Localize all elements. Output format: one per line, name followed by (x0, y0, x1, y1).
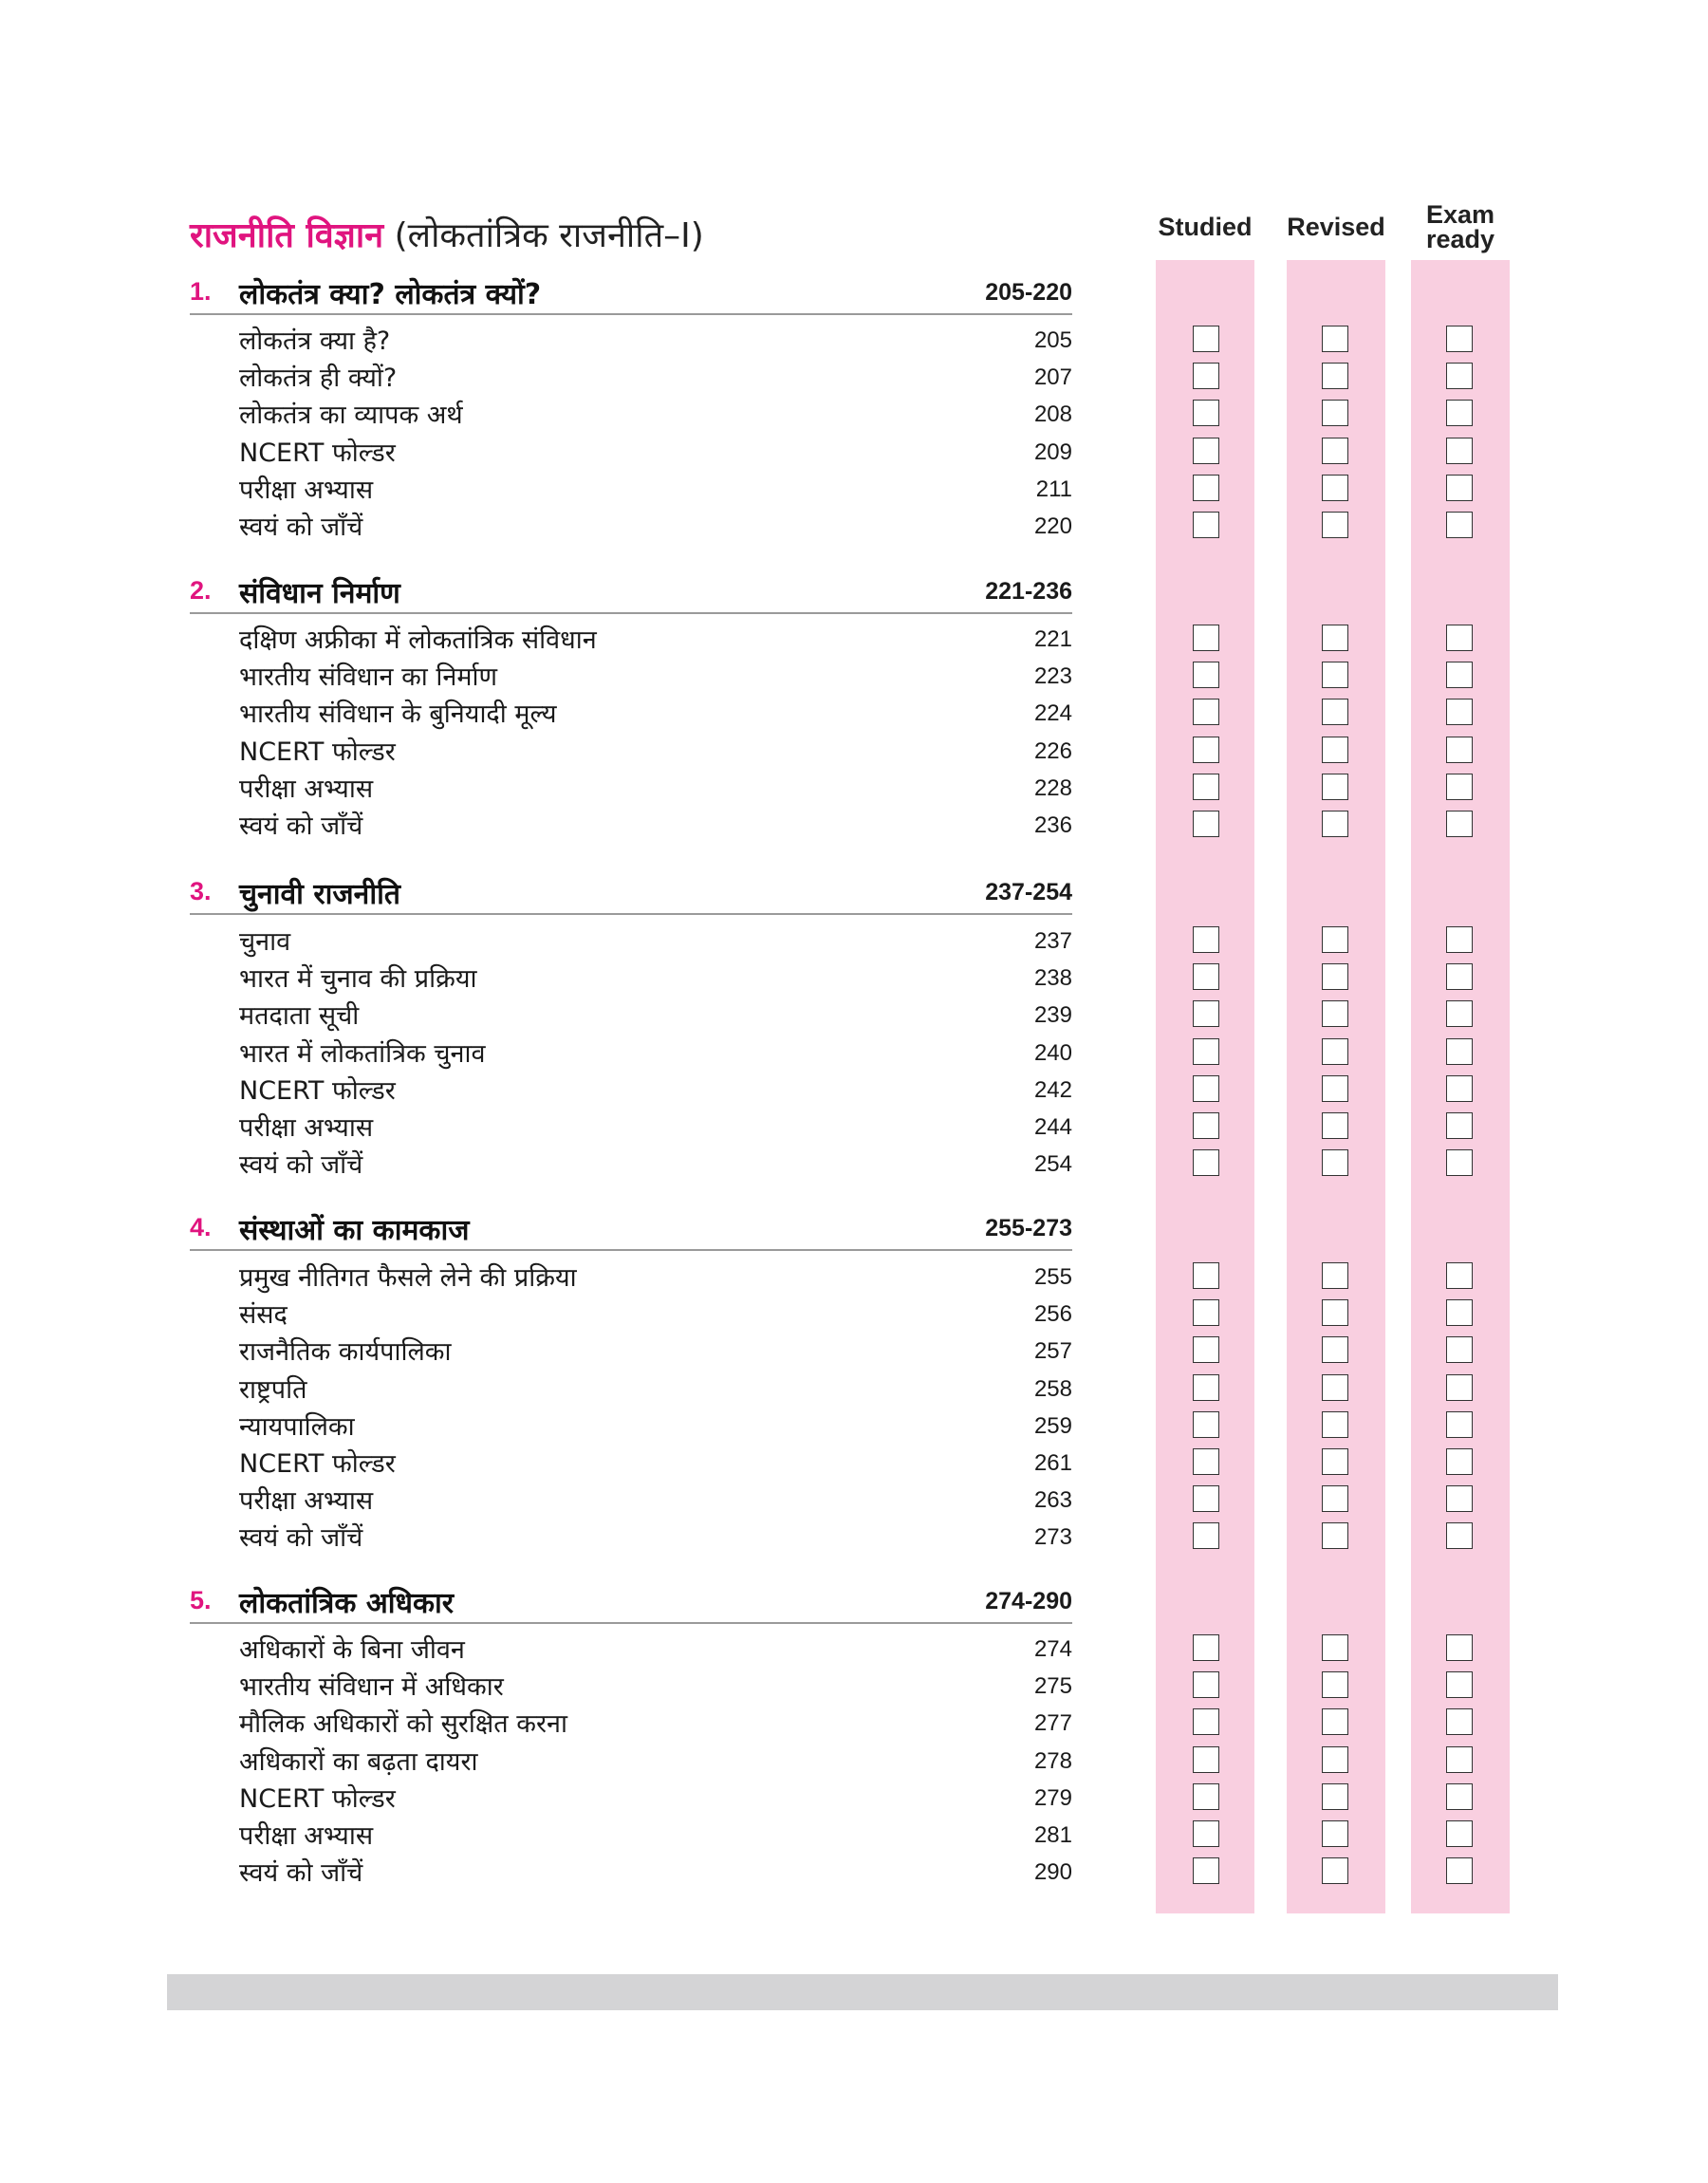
topic-item: परीक्षा अभ्यास (239, 1821, 374, 1851)
section-page-range: 205-220 (985, 279, 1072, 306)
studied-checkbox[interactable] (1193, 625, 1219, 651)
section-divider (190, 313, 1072, 315)
topic-page-number: 290 (1033, 1859, 1072, 1886)
topic-page-number: 221 (1033, 626, 1072, 652)
column-header-studied: Studied (1158, 213, 1253, 241)
topic-item: राजनैतिक कार्यपालिका (239, 1337, 452, 1368)
studied-checkbox[interactable] (1193, 1000, 1219, 1027)
topic-item: संसद (239, 1300, 288, 1331)
studied-checkbox[interactable] (1193, 1374, 1219, 1401)
topic-page-number: 242 (1033, 1076, 1072, 1103)
revised-checkbox[interactable] (1322, 699, 1348, 725)
revised-checkbox[interactable] (1322, 1671, 1348, 1698)
topic-page-number: 237 (1033, 928, 1072, 954)
section-page-range: 221-236 (985, 578, 1072, 605)
topic-item: लोकतंत्र का व्यापक अर्थ (239, 401, 463, 431)
section-title: लोकतांत्रिक अधिकार (239, 1587, 455, 1620)
topic-page-number: 208 (1033, 401, 1072, 428)
topic-item: राष्ट्रपति (239, 1374, 307, 1405)
topic-page-number: 274 (1033, 1636, 1072, 1662)
studied-checkbox[interactable] (1193, 737, 1219, 763)
topic-item: दक्षिण अफ्रीका में लोकतांत्रिक संविधान (239, 625, 597, 655)
topic-page-number: 240 (1033, 1039, 1072, 1066)
topic-item: परीक्षा अभ्यास (239, 1113, 374, 1143)
studied-checkbox[interactable] (1193, 699, 1219, 725)
studied-checkbox[interactable] (1193, 1671, 1219, 1698)
topic-page-number: 279 (1033, 1784, 1072, 1811)
studied-checkbox[interactable] (1193, 1820, 1219, 1847)
studied-checkbox[interactable] (1193, 1299, 1219, 1326)
exam-ready-checkbox[interactable] (1446, 811, 1473, 837)
topic-page-number: 244 (1033, 1114, 1072, 1140)
exam-ready-checkbox[interactable] (1446, 326, 1473, 352)
studied-checkbox[interactable] (1193, 1149, 1219, 1176)
studied-checkbox[interactable] (1193, 400, 1219, 426)
section-number: 3. (190, 877, 212, 905)
revised-checkbox[interactable] (1322, 1522, 1348, 1549)
exam-ready-checkbox[interactable] (1446, 1671, 1473, 1698)
exam-ready-checkbox[interactable] (1446, 1149, 1473, 1176)
revised-checkbox[interactable] (1322, 1708, 1348, 1735)
exam-ready-checkbox[interactable] (1446, 1448, 1473, 1475)
studied-checkbox[interactable] (1193, 1634, 1219, 1661)
studied-checkbox[interactable] (1193, 1708, 1219, 1735)
exam-ready-checkbox[interactable] (1446, 1485, 1473, 1512)
revised-checkbox[interactable] (1322, 1820, 1348, 1847)
page-title (190, 211, 704, 257)
section-title: लोकतंत्र क्या? लोकतंत्र क्यों? (239, 278, 542, 311)
section-page-range: 237-254 (985, 879, 1072, 905)
studied-checkbox[interactable] (1193, 363, 1219, 389)
studied-checkbox[interactable] (1193, 1411, 1219, 1438)
topic-page-number: 281 (1033, 1822, 1072, 1848)
revised-checkbox[interactable] (1322, 811, 1348, 837)
revised-checkbox[interactable] (1322, 1485, 1348, 1512)
exam-ready-checkbox[interactable] (1446, 1634, 1473, 1661)
studied-checkbox[interactable] (1193, 926, 1219, 953)
exam-ready-checkbox[interactable] (1446, 662, 1473, 688)
studied-checkbox[interactable] (1193, 512, 1219, 538)
topic-page-number: 207 (1033, 364, 1072, 391)
revised-checkbox[interactable] (1322, 1075, 1348, 1102)
exam-ready-checkbox[interactable] (1446, 1075, 1473, 1102)
studied-checkbox[interactable] (1193, 1448, 1219, 1475)
topic-item: न्यायपालिका (239, 1411, 355, 1442)
topic-page-number: 205 (1033, 327, 1072, 353)
topic-page-number: 211 (1035, 476, 1072, 502)
revised-checkbox[interactable] (1322, 1746, 1348, 1773)
revised-checkbox[interactable] (1322, 1000, 1348, 1027)
exam-ready-checkbox[interactable] (1446, 512, 1473, 538)
revised-checkbox[interactable] (1322, 1857, 1348, 1884)
studied-checkbox[interactable] (1193, 1038, 1219, 1065)
topic-item: परीक्षा अभ्यास (239, 774, 374, 804)
topic-page-number: 226 (1033, 737, 1072, 764)
column-header-revised: Revised (1287, 213, 1385, 241)
topic-page-number: 223 (1033, 663, 1072, 690)
section-title: संविधान निर्माण (239, 577, 400, 610)
topic-item: भारतीय संविधान का निर्माण (239, 662, 498, 693)
revised-checkbox[interactable] (1322, 1336, 1348, 1363)
topic-item: परीक्षा अभ्यास (239, 475, 374, 505)
topic-page-number: 257 (1033, 1338, 1072, 1365)
topic-item: NCERT फोल्डर (239, 1449, 396, 1479)
topic-item: स्वयं को जाँचें (239, 1858, 363, 1889)
revised-checkbox[interactable] (1322, 1411, 1348, 1438)
topic-page-number: 258 (1033, 1375, 1072, 1402)
studied-checkbox[interactable] (1193, 1857, 1219, 1884)
exam-ready-checkbox[interactable] (1446, 363, 1473, 389)
topic-item: NCERT फोल्डर (239, 737, 396, 767)
section-divider (190, 913, 1072, 915)
exam-ready-checkbox[interactable] (1446, 926, 1473, 953)
exam-ready-checkbox[interactable] (1446, 1000, 1473, 1027)
exam-ready-checkbox[interactable] (1446, 1112, 1473, 1139)
topic-page-number: 238 (1033, 965, 1072, 992)
topic-page-number: 239 (1033, 1002, 1072, 1029)
topic-page-number: 273 (1033, 1524, 1072, 1551)
section-number: 4. (190, 1213, 212, 1241)
topic-item: भारत में चुनाव की प्रक्रिया (239, 964, 477, 995)
topic-item: अधिकारों के बिना जीवन (239, 1635, 465, 1665)
topic-page-number: 256 (1033, 1301, 1072, 1328)
section-divider (190, 612, 1072, 614)
studied-checkbox[interactable] (1193, 662, 1219, 688)
topic-page-number: 263 (1033, 1487, 1072, 1514)
section-number: 2. (190, 576, 212, 605)
studied-checkbox[interactable] (1193, 1112, 1219, 1139)
topic-item: NCERT फोल्डर (239, 1075, 396, 1106)
topic-item: NCERT फोल्डर (239, 438, 396, 468)
column-header-exam-ready: Exam ready (1425, 200, 1495, 253)
exam-ready-checkbox[interactable] (1446, 1708, 1473, 1735)
topic-item: स्वयं को जाँचें (239, 513, 363, 542)
exam-ready-checkbox[interactable] (1446, 737, 1473, 763)
exam-ready-checkbox[interactable] (1446, 1299, 1473, 1326)
exam-ready-checkbox[interactable] (1446, 963, 1473, 990)
studied-checkbox[interactable] (1193, 1485, 1219, 1512)
exam-ready-checkbox[interactable] (1446, 1374, 1473, 1401)
topic-item: भारत में लोकतांत्रिक चुनाव (239, 1038, 486, 1069)
topic-item: स्वयं को जाँचें (239, 1150, 363, 1181)
studied-checkbox[interactable] (1193, 963, 1219, 990)
exam-ready-checkbox[interactable] (1446, 1746, 1473, 1773)
exam-ready-checkbox[interactable] (1446, 1783, 1473, 1810)
revised-checkbox[interactable] (1322, 1038, 1348, 1065)
studied-checkbox[interactable] (1193, 475, 1219, 501)
topic-page-number: 259 (1033, 1412, 1072, 1439)
exam-ready-checkbox[interactable] (1446, 699, 1473, 725)
exam-ready-checkbox[interactable] (1446, 475, 1473, 501)
revised-checkbox[interactable] (1322, 475, 1348, 501)
topic-item: लोकतंत्र ही क्यों? (239, 364, 398, 394)
section-page-range: 274-290 (985, 1588, 1072, 1614)
subject-subtitle: (लोकतांत्रिक राजनीति–I) (394, 216, 704, 255)
studied-checkbox[interactable] (1193, 1783, 1219, 1810)
topic-page-number: 228 (1033, 774, 1072, 801)
studied-checkbox[interactable] (1193, 1262, 1219, 1289)
revised-checkbox[interactable] (1322, 625, 1348, 651)
section-divider (190, 1249, 1072, 1251)
topic-item: अधिकारों का बढ़ता दायरा (239, 1746, 478, 1777)
exam-ready-checkbox[interactable] (1446, 400, 1473, 426)
topic-item: स्वयं को जाँचें (239, 812, 363, 841)
section-divider (190, 1622, 1072, 1624)
topic-item: NCERT फोल्डर (239, 1783, 396, 1814)
section-page-range: 255-273 (985, 1215, 1072, 1241)
revised-checkbox[interactable] (1322, 1262, 1348, 1289)
section-number: 5. (190, 1586, 212, 1614)
exam-ready-checkbox[interactable] (1446, 1857, 1473, 1884)
revised-checkbox[interactable] (1322, 1634, 1348, 1661)
topic-page-number: 278 (1033, 1747, 1072, 1774)
topic-page-number: 224 (1033, 700, 1072, 727)
exam-ready-checkbox[interactable] (1446, 625, 1473, 651)
revised-checkbox[interactable] (1322, 1112, 1348, 1139)
topic-item: भारतीय संविधान के बुनियादी मूल्य (239, 700, 557, 730)
exam-ready-checkbox[interactable] (1446, 1336, 1473, 1363)
revised-checkbox[interactable] (1322, 963, 1348, 990)
revised-checkbox[interactable] (1322, 926, 1348, 953)
section-title: संस्थाओं का कामकाज (239, 1214, 470, 1247)
studied-checkbox[interactable] (1193, 811, 1219, 837)
studied-checkbox[interactable] (1193, 326, 1219, 352)
revised-checkbox[interactable] (1322, 438, 1348, 464)
topic-page-number: 236 (1033, 812, 1072, 838)
topic-item: भारतीय संविधान में अधिकार (239, 1672, 504, 1703)
topic-item: प्रमुख नीतिगत फैसले लेने की प्रक्रिया (239, 1263, 577, 1293)
subject-title: राजनीति विज्ञान (190, 216, 384, 255)
exam-ready-checkbox[interactable] (1446, 1038, 1473, 1065)
topic-item: स्वयं को जाँचें (239, 1523, 363, 1554)
topic-item: मौलिक अधिकारों को सुरक्षित करना (239, 1709, 568, 1740)
studied-checkbox[interactable] (1193, 1746, 1219, 1773)
exam-ready-checkbox[interactable] (1446, 1522, 1473, 1549)
revised-checkbox[interactable] (1322, 512, 1348, 538)
revised-checkbox[interactable] (1322, 737, 1348, 763)
exam-ready-checkbox[interactable] (1446, 438, 1473, 464)
topic-page-number: 277 (1033, 1710, 1072, 1737)
topic-item: लोकतंत्र क्या है? (239, 327, 391, 356)
revised-checkbox[interactable] (1322, 774, 1348, 800)
exam-ready-checkbox[interactable] (1446, 1411, 1473, 1438)
revised-checkbox[interactable] (1322, 1149, 1348, 1176)
revised-checkbox[interactable] (1322, 1448, 1348, 1475)
footer-bar (167, 1974, 1558, 2010)
topic-page-number: 209 (1033, 438, 1072, 465)
studied-checkbox[interactable] (1193, 1075, 1219, 1102)
studied-checkbox[interactable] (1193, 438, 1219, 464)
topic-page-number: 261 (1033, 1450, 1072, 1476)
exam-ready-checkbox[interactable] (1446, 774, 1473, 800)
studied-checkbox[interactable] (1193, 1522, 1219, 1549)
revised-checkbox[interactable] (1322, 400, 1348, 426)
studied-checkbox[interactable] (1193, 1336, 1219, 1363)
section-number: 1. (190, 277, 212, 306)
exam-ready-checkbox[interactable] (1446, 1262, 1473, 1289)
topic-item: चुनाव (239, 927, 291, 957)
revised-checkbox[interactable] (1322, 662, 1348, 688)
topic-page-number: 255 (1033, 1264, 1072, 1290)
studied-checkbox[interactable] (1193, 774, 1219, 800)
section-title: चुनावी राजनीति (239, 878, 400, 911)
revised-checkbox[interactable] (1322, 1783, 1348, 1810)
revised-checkbox[interactable] (1322, 1299, 1348, 1326)
topic-page-number: 254 (1033, 1151, 1072, 1178)
revised-checkbox[interactable] (1322, 326, 1348, 352)
revised-checkbox[interactable] (1322, 1374, 1348, 1401)
revised-checkbox[interactable] (1322, 363, 1348, 389)
exam-ready-checkbox[interactable] (1446, 1820, 1473, 1847)
topic-item: परीक्षा अभ्यास (239, 1486, 374, 1517)
topic-item: मतदाता सूची (239, 1001, 360, 1032)
topic-page-number: 275 (1033, 1673, 1072, 1700)
topic-page-number: 220 (1033, 513, 1072, 539)
